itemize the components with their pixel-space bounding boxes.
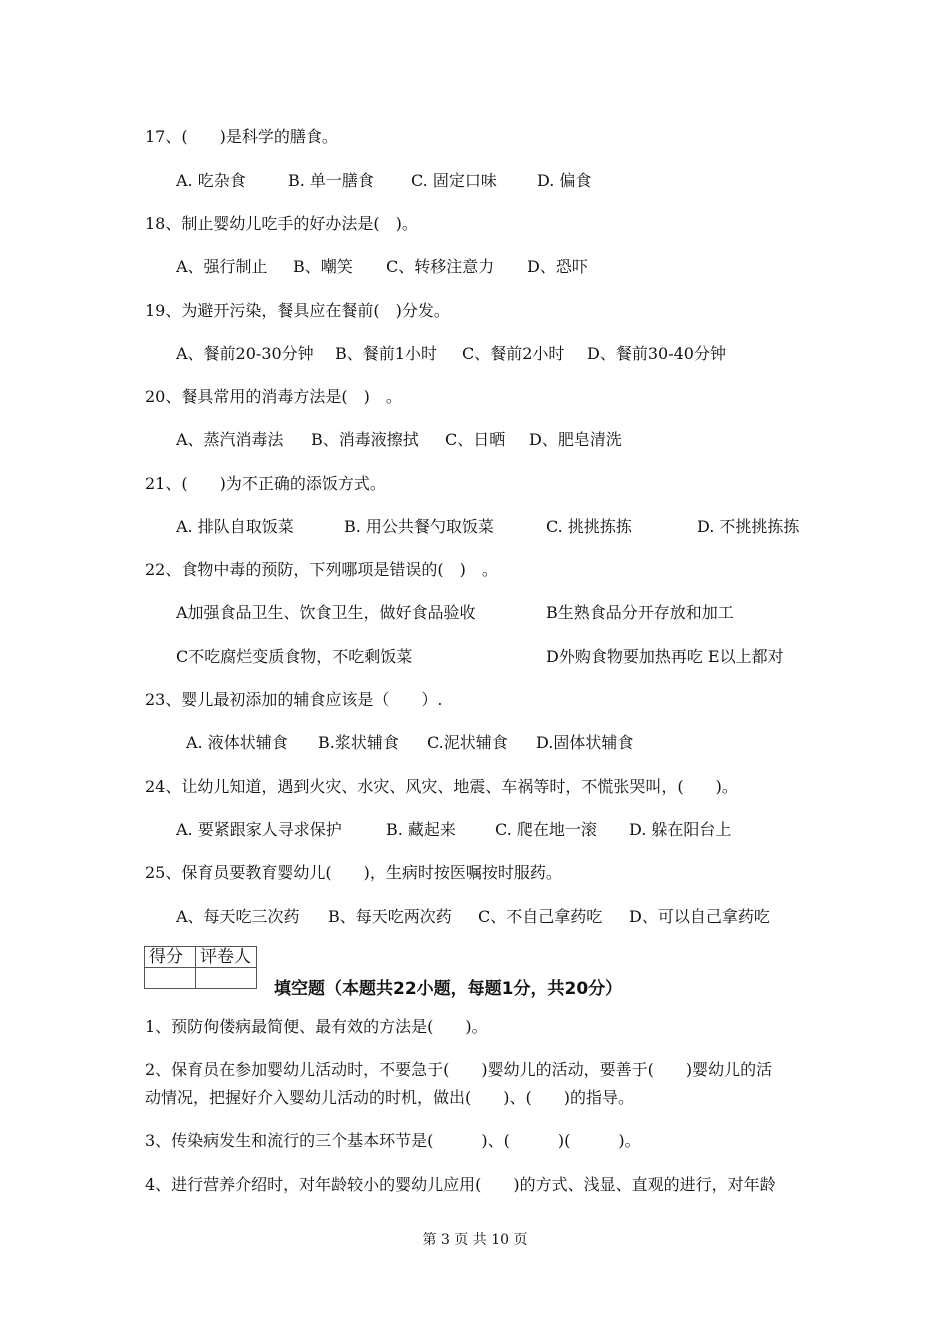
- option-25-c: C、不自己拿药吃: [478, 907, 603, 926]
- option-25-d: D、可以自己拿药吃: [629, 907, 770, 926]
- question-20: 20、餐具常用的消毒方法是( ) 。: [145, 387, 402, 406]
- page-footer: 第 3 页 共 10 页: [422, 1232, 528, 1248]
- option-23-d: D.固体状辅食: [536, 733, 634, 752]
- option-18-a: A、强行制止: [176, 257, 268, 276]
- question-24: 24、让幼儿知道，遇到火灾、水灾、风灾、地震、车祸等时，不慌张哭叫，( )。: [145, 777, 738, 796]
- option-21-a: A. 排队自取饭菜: [176, 517, 294, 536]
- question-21: 21、( )为不正确的添饭方式。: [145, 474, 386, 493]
- question-23: 23、婴儿最初添加的辅食应该是（ ）.: [145, 690, 443, 709]
- option-24-a: A. 要紧跟家人寻求保护: [176, 820, 342, 839]
- option-24-b: B. 藏起来: [386, 820, 456, 839]
- option-22-a: A加强食品卫生、饮食卫生，做好食品验收: [176, 603, 476, 622]
- option-22-d: D外购食物要加热再吃 E以上都对: [546, 647, 784, 666]
- option-25-b: B、每天吃两次药: [328, 907, 452, 926]
- option-20-b: B、消毒液擦拭: [311, 430, 419, 449]
- option-22-b: B生熟食品分开存放和加工: [546, 603, 734, 622]
- option-17-c: C. 固定口味: [411, 171, 497, 190]
- option-19-a: A、餐前20-30分钟: [176, 344, 314, 363]
- grader-label: 评卷人: [196, 947, 257, 968]
- option-25-a: A、每天吃三次药: [176, 907, 300, 926]
- question-18: 18、制止婴幼儿吃手的好办法是( )。: [145, 214, 418, 233]
- score-cell: [145, 968, 196, 989]
- option-24-d: D. 躲在阳台上: [629, 820, 732, 839]
- option-17-a: A. 吃杂食: [176, 171, 246, 190]
- score-box: [144, 946, 257, 989]
- option-23-b: B.浆状辅食: [318, 733, 399, 752]
- grader-cell: [196, 968, 257, 989]
- fill-item-2: 2、保育员在参加婴幼儿活动时，不要急于( )婴幼儿的活动，要善于( )婴幼儿的活: [145, 1060, 773, 1079]
- option-21-b: B. 用公共餐勺取饭菜: [344, 517, 494, 536]
- option-19-b: B、餐前1小时: [335, 344, 437, 363]
- option-18-c: C、转移注意力: [386, 257, 495, 276]
- option-18-b: B、嘲笑: [293, 257, 353, 276]
- option-21-d: D. 不挑挑拣拣: [697, 517, 800, 536]
- score-label: 得分: [145, 947, 196, 968]
- option-20-c: C、日晒: [445, 430, 506, 449]
- section-title: 填空题（本题共22小题，每题1分，共20分）: [274, 979, 623, 999]
- option-19-d: D、餐前30-40分钟: [587, 344, 726, 363]
- option-20-a: A、蒸汽消毒法: [176, 430, 284, 449]
- fill-item-2-cont: 动情况，把握好介入婴幼儿活动的时机，做出( )、( )的指导。: [145, 1088, 634, 1107]
- option-23-a: A. 液体状辅食: [186, 733, 288, 752]
- question-17: 17、( )是科学的膳食。: [145, 127, 338, 146]
- fill-item-3: 3、传染病发生和流行的三个基本环节是( )、( )( )。: [145, 1131, 641, 1150]
- fill-item-1: 1、预防佝偻病最简便、最有效的方法是( )。: [145, 1017, 488, 1036]
- question-19: 19、为避开污染，餐具应在餐前( )分发。: [145, 301, 450, 320]
- option-17-b: B. 单一膳食: [288, 171, 374, 190]
- question-25: 25、保育员要教育婴幼儿( )，生病时按医嘱按时服药。: [145, 863, 562, 882]
- option-20-d: D、肥皂清洗: [529, 430, 622, 449]
- question-22: 22、食物中毒的预防，下列哪项是错误的( ) 。: [145, 560, 498, 579]
- option-19-c: C、餐前2小时: [462, 344, 565, 363]
- fill-item-4: 4、进行营养介绍时，对年龄较小的婴幼儿应用( )的方式、浅显、直观的进行，对年龄: [145, 1175, 776, 1194]
- option-21-c: C. 挑挑拣拣: [546, 517, 632, 536]
- option-17-d: D. 偏食: [537, 171, 592, 190]
- option-23-c: C.泥状辅食: [427, 733, 508, 752]
- option-24-c: C. 爬在地一滚: [495, 820, 597, 839]
- option-22-c: C不吃腐烂变质食物，不吃剩饭菜: [176, 647, 413, 666]
- option-18-d: D、恐吓: [527, 257, 588, 276]
